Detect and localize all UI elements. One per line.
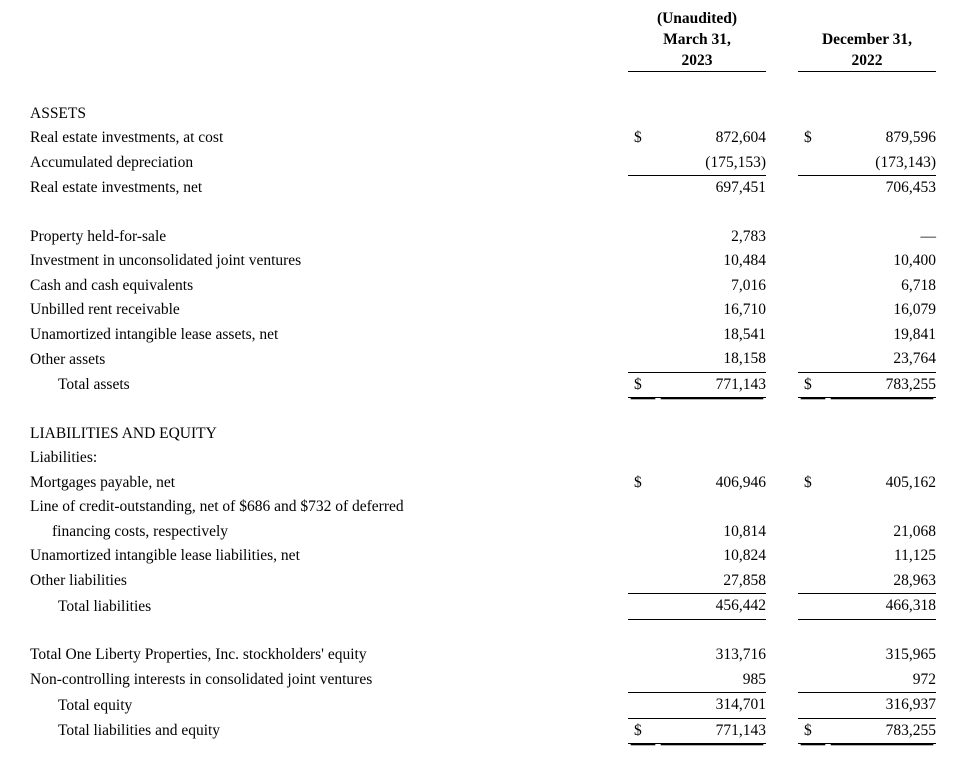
total-equity-row <box>0 693 958 719</box>
row-prior-symbol: $ <box>798 372 828 398</box>
row-current-value: 10,824 <box>723 547 766 564</box>
gap-cell <box>766 422 798 447</box>
row-current-symbol <box>628 347 658 372</box>
row-label: Mortgages payable, net <box>30 473 176 491</box>
prior-month-day: December 31, <box>821 31 913 48</box>
row-current-value: 27,858 <box>658 569 766 594</box>
table-row <box>0 668 958 693</box>
section-heading-liabilities-row <box>0 422 958 447</box>
table-row <box>0 151 958 176</box>
row-prior-symbol <box>798 643 828 668</box>
row-current-symbol <box>628 668 658 693</box>
tail-cell <box>936 668 958 693</box>
row-current-symbol <box>628 594 658 620</box>
gap-cell <box>766 495 798 520</box>
table-row <box>0 298 958 323</box>
row-label: Property held-for-sale <box>30 227 167 245</box>
row-label: Unamortized intangible lease assets, net <box>30 325 279 343</box>
tail-cell <box>936 446 958 471</box>
row-prior-value: 6,718 <box>901 276 936 294</box>
section-spacer <box>0 201 958 225</box>
tail-cell <box>936 594 958 620</box>
row-prior-symbol <box>798 225 828 250</box>
row-prior-symbol <box>798 347 828 372</box>
row-prior-symbol <box>798 151 828 176</box>
row-label: Total liabilities <box>58 597 152 615</box>
row-label: Total One Liberty Properties, Inc. stockholders' equity <box>30 646 367 663</box>
row-prior-value: 466,318 <box>828 594 936 620</box>
row-current-symbol <box>628 151 658 176</box>
section-spacer <box>0 619 958 643</box>
row-current-symbol <box>628 298 658 323</box>
current-unaudited-note: (Unaudited) <box>656 10 738 27</box>
gap-cell <box>766 668 798 693</box>
header-blank <box>0 8 628 72</box>
column-header-prior <box>798 8 936 72</box>
tail-cell <box>936 151 958 176</box>
tail-cell <box>936 569 958 594</box>
column-header-current <box>628 8 766 72</box>
row-prior-symbol <box>798 495 828 520</box>
row-current-symbol <box>628 176 658 201</box>
gap-cell <box>766 643 798 668</box>
row-current-symbol <box>628 544 658 569</box>
gap-cell <box>766 544 798 569</box>
row-current-symbol <box>628 693 658 719</box>
row-current-value: 314,701 <box>658 693 766 719</box>
row-prior-value: 783,255 <box>828 372 936 398</box>
prv-num-cell <box>828 446 936 471</box>
row-current-symbol: $ <box>634 473 642 491</box>
row-label: Accumulated depreciation <box>30 154 194 171</box>
cur-sym-cell <box>628 102 658 127</box>
table-row <box>0 126 958 151</box>
table-row-wrap-second <box>0 520 958 545</box>
total-assets-row <box>0 372 958 398</box>
row-label: Unbilled rent receivable <box>30 301 180 318</box>
tail-cell <box>936 274 958 299</box>
row-current-value: (175,153) <box>658 151 766 176</box>
row-current-value: 406,946 <box>715 473 766 491</box>
row-prior-symbol <box>798 298 828 323</box>
gap-cell <box>766 102 798 127</box>
table-row <box>0 225 958 250</box>
tail-cell <box>936 372 958 398</box>
current-month-day: March 31, <box>663 31 731 48</box>
row-label: Total equity <box>58 696 133 714</box>
row-prior-value: 19,841 <box>893 325 936 343</box>
row-prior-value: 879,596 <box>885 129 936 146</box>
header-gap <box>766 8 798 72</box>
row-label: Total liabilities and equity <box>58 722 221 739</box>
row-current-symbol: $ <box>628 718 658 744</box>
table-row <box>0 249 958 274</box>
row-prior-symbol <box>798 668 828 693</box>
row-prior-value <box>828 495 936 520</box>
row-current-symbol: $ <box>634 129 642 146</box>
table-row <box>0 569 958 594</box>
tail-cell <box>936 422 958 447</box>
tail-cell <box>936 249 958 274</box>
row-prior-symbol: $ <box>804 129 812 146</box>
prv-sym-cell <box>798 446 828 471</box>
tail-cell <box>936 693 958 719</box>
tail-cell <box>936 126 958 151</box>
gap-cell <box>766 446 798 471</box>
row-prior-value: (173,143) <box>828 151 936 176</box>
tail-cell <box>936 495 958 520</box>
section-heading-assets: ASSETS <box>30 104 86 122</box>
tail-cell <box>936 347 958 372</box>
current-year: 2023 <box>681 52 713 69</box>
row-prior-symbol <box>798 594 828 620</box>
cur-sym-cell <box>628 446 658 471</box>
table-row <box>0 176 958 201</box>
gap-cell <box>766 347 798 372</box>
gap-cell <box>766 569 798 594</box>
row-label: Real estate investments, net <box>30 179 203 196</box>
prv-num-cell <box>828 422 936 447</box>
row-current-value: 16,710 <box>723 301 766 318</box>
prior-year: 2022 <box>851 52 883 69</box>
table-row <box>0 347 958 372</box>
row-label: Investment in unconsolidated joint ventures <box>30 252 302 269</box>
gap-cell <box>766 298 798 323</box>
row-prior-symbol <box>798 274 828 299</box>
prv-sym-cell <box>798 102 828 127</box>
row-current-value: 18,541 <box>723 325 766 343</box>
row-current-value: 456,442 <box>658 594 766 620</box>
row-label: Non-controlling interests in consolidated joint ventures <box>30 671 373 688</box>
header-gap-row <box>0 72 958 102</box>
row-current-symbol <box>628 643 658 668</box>
table-row-wrap-first <box>0 495 958 520</box>
row-prior-value: 21,068 <box>893 522 936 540</box>
row-current-value: 313,716 <box>715 646 766 663</box>
gap-cell <box>766 225 798 250</box>
row-prior-symbol: $ <box>798 718 828 744</box>
table-row <box>0 643 958 668</box>
tail-cell <box>936 176 958 201</box>
row-label: Line of credit-outstanding, net of $686 and $732 of deferred <box>30 498 404 515</box>
tail-cell <box>936 718 958 744</box>
row-label: Other liabilities <box>30 572 127 589</box>
row-current-symbol <box>628 274 658 299</box>
row-prior-value: 405,162 <box>885 473 936 491</box>
cur-num-cell <box>658 102 766 127</box>
row-prior-symbol <box>798 520 828 545</box>
gap-cell <box>766 249 798 274</box>
header-tail <box>936 8 958 72</box>
gap-cell <box>766 274 798 299</box>
row-prior-value: 28,963 <box>828 569 936 594</box>
row-label: Other assets <box>30 350 106 368</box>
row-current-value: 872,604 <box>715 129 766 146</box>
total-liabilities-and-equity-row <box>0 718 958 744</box>
gap-cell <box>766 323 798 348</box>
row-current-symbol <box>628 225 658 250</box>
gap-cell <box>766 372 798 398</box>
total-liabilities-row <box>0 594 958 620</box>
row-label: Unamortized intangible lease liabilities, net <box>30 547 300 564</box>
row-prior-value: — <box>920 227 936 245</box>
gap-cell <box>766 693 798 719</box>
row-prior-value: 315,965 <box>885 646 936 663</box>
tail-cell <box>936 102 958 127</box>
top-spacer <box>0 0 958 8</box>
cur-num-cell <box>658 422 766 447</box>
row-prior-value: 16,079 <box>893 301 936 318</box>
gap-cell <box>766 151 798 176</box>
tail-cell <box>936 544 958 569</box>
row-prior-value: 11,125 <box>893 547 936 564</box>
tail-cell <box>936 520 958 545</box>
row-current-symbol <box>628 520 658 545</box>
gap-cell <box>766 176 798 201</box>
table-row <box>0 274 958 299</box>
table-row <box>0 323 958 348</box>
row-prior-value: 316,937 <box>828 693 936 719</box>
row-current-value: 697,451 <box>715 179 766 196</box>
subsection-heading-liabilities-row <box>0 446 958 471</box>
row-current-value: 7,016 <box>731 276 766 294</box>
cur-num-cell <box>658 446 766 471</box>
row-current-symbol: $ <box>628 372 658 398</box>
row-current-value <box>658 495 766 520</box>
gap-cell <box>766 520 798 545</box>
tail-cell <box>936 298 958 323</box>
section-spacer <box>0 398 958 422</box>
cur-sym-cell <box>628 422 658 447</box>
row-current-symbol <box>628 569 658 594</box>
gap-cell <box>766 718 798 744</box>
row-prior-symbol <box>798 323 828 348</box>
row-current-value: 2,783 <box>731 227 766 245</box>
row-current-value: 10,814 <box>723 522 766 540</box>
row-current-value: 18,158 <box>658 347 766 372</box>
tail-cell <box>936 471 958 496</box>
subsection-heading-liabilities: Liabilities: <box>30 449 98 466</box>
column-header-row <box>0 8 958 72</box>
row-current-symbol <box>628 249 658 274</box>
row-prior-symbol <box>798 693 828 719</box>
row-prior-value: 783,255 <box>828 718 936 744</box>
gap-cell <box>766 594 798 620</box>
gap-cell <box>766 126 798 151</box>
row-prior-symbol <box>798 544 828 569</box>
row-label: financing costs, respectively <box>52 522 229 540</box>
row-current-value: 10,484 <box>723 252 766 269</box>
row-prior-value: 972 <box>828 668 936 693</box>
tail-cell <box>936 323 958 348</box>
row-current-symbol <box>628 323 658 348</box>
prv-sym-cell <box>798 422 828 447</box>
tail-cell <box>936 225 958 250</box>
tail-cell <box>936 643 958 668</box>
row-prior-value: 706,453 <box>885 179 936 196</box>
row-label: Total assets <box>58 376 130 393</box>
table-row <box>0 471 958 496</box>
row-current-symbol <box>628 495 658 520</box>
row-label: Real estate investments, at cost <box>30 129 224 146</box>
row-prior-symbol <box>798 176 828 201</box>
gap-cell <box>766 471 798 496</box>
section-heading-assets-row <box>0 102 958 127</box>
prv-num-cell <box>828 102 936 127</box>
row-prior-symbol: $ <box>804 473 812 491</box>
row-current-value: 771,143 <box>658 718 766 744</box>
row-prior-symbol <box>798 569 828 594</box>
row-current-value: 771,143 <box>658 372 766 398</box>
section-heading-liabilities-equity: LIABILITIES AND EQUITY <box>30 424 217 442</box>
row-current-value: 985 <box>658 668 766 693</box>
row-prior-symbol <box>798 249 828 274</box>
row-prior-value: 10,400 <box>893 252 936 269</box>
row-prior-value: 23,764 <box>828 347 936 372</box>
table-row <box>0 544 958 569</box>
row-label: Cash and cash equivalents <box>30 276 194 294</box>
